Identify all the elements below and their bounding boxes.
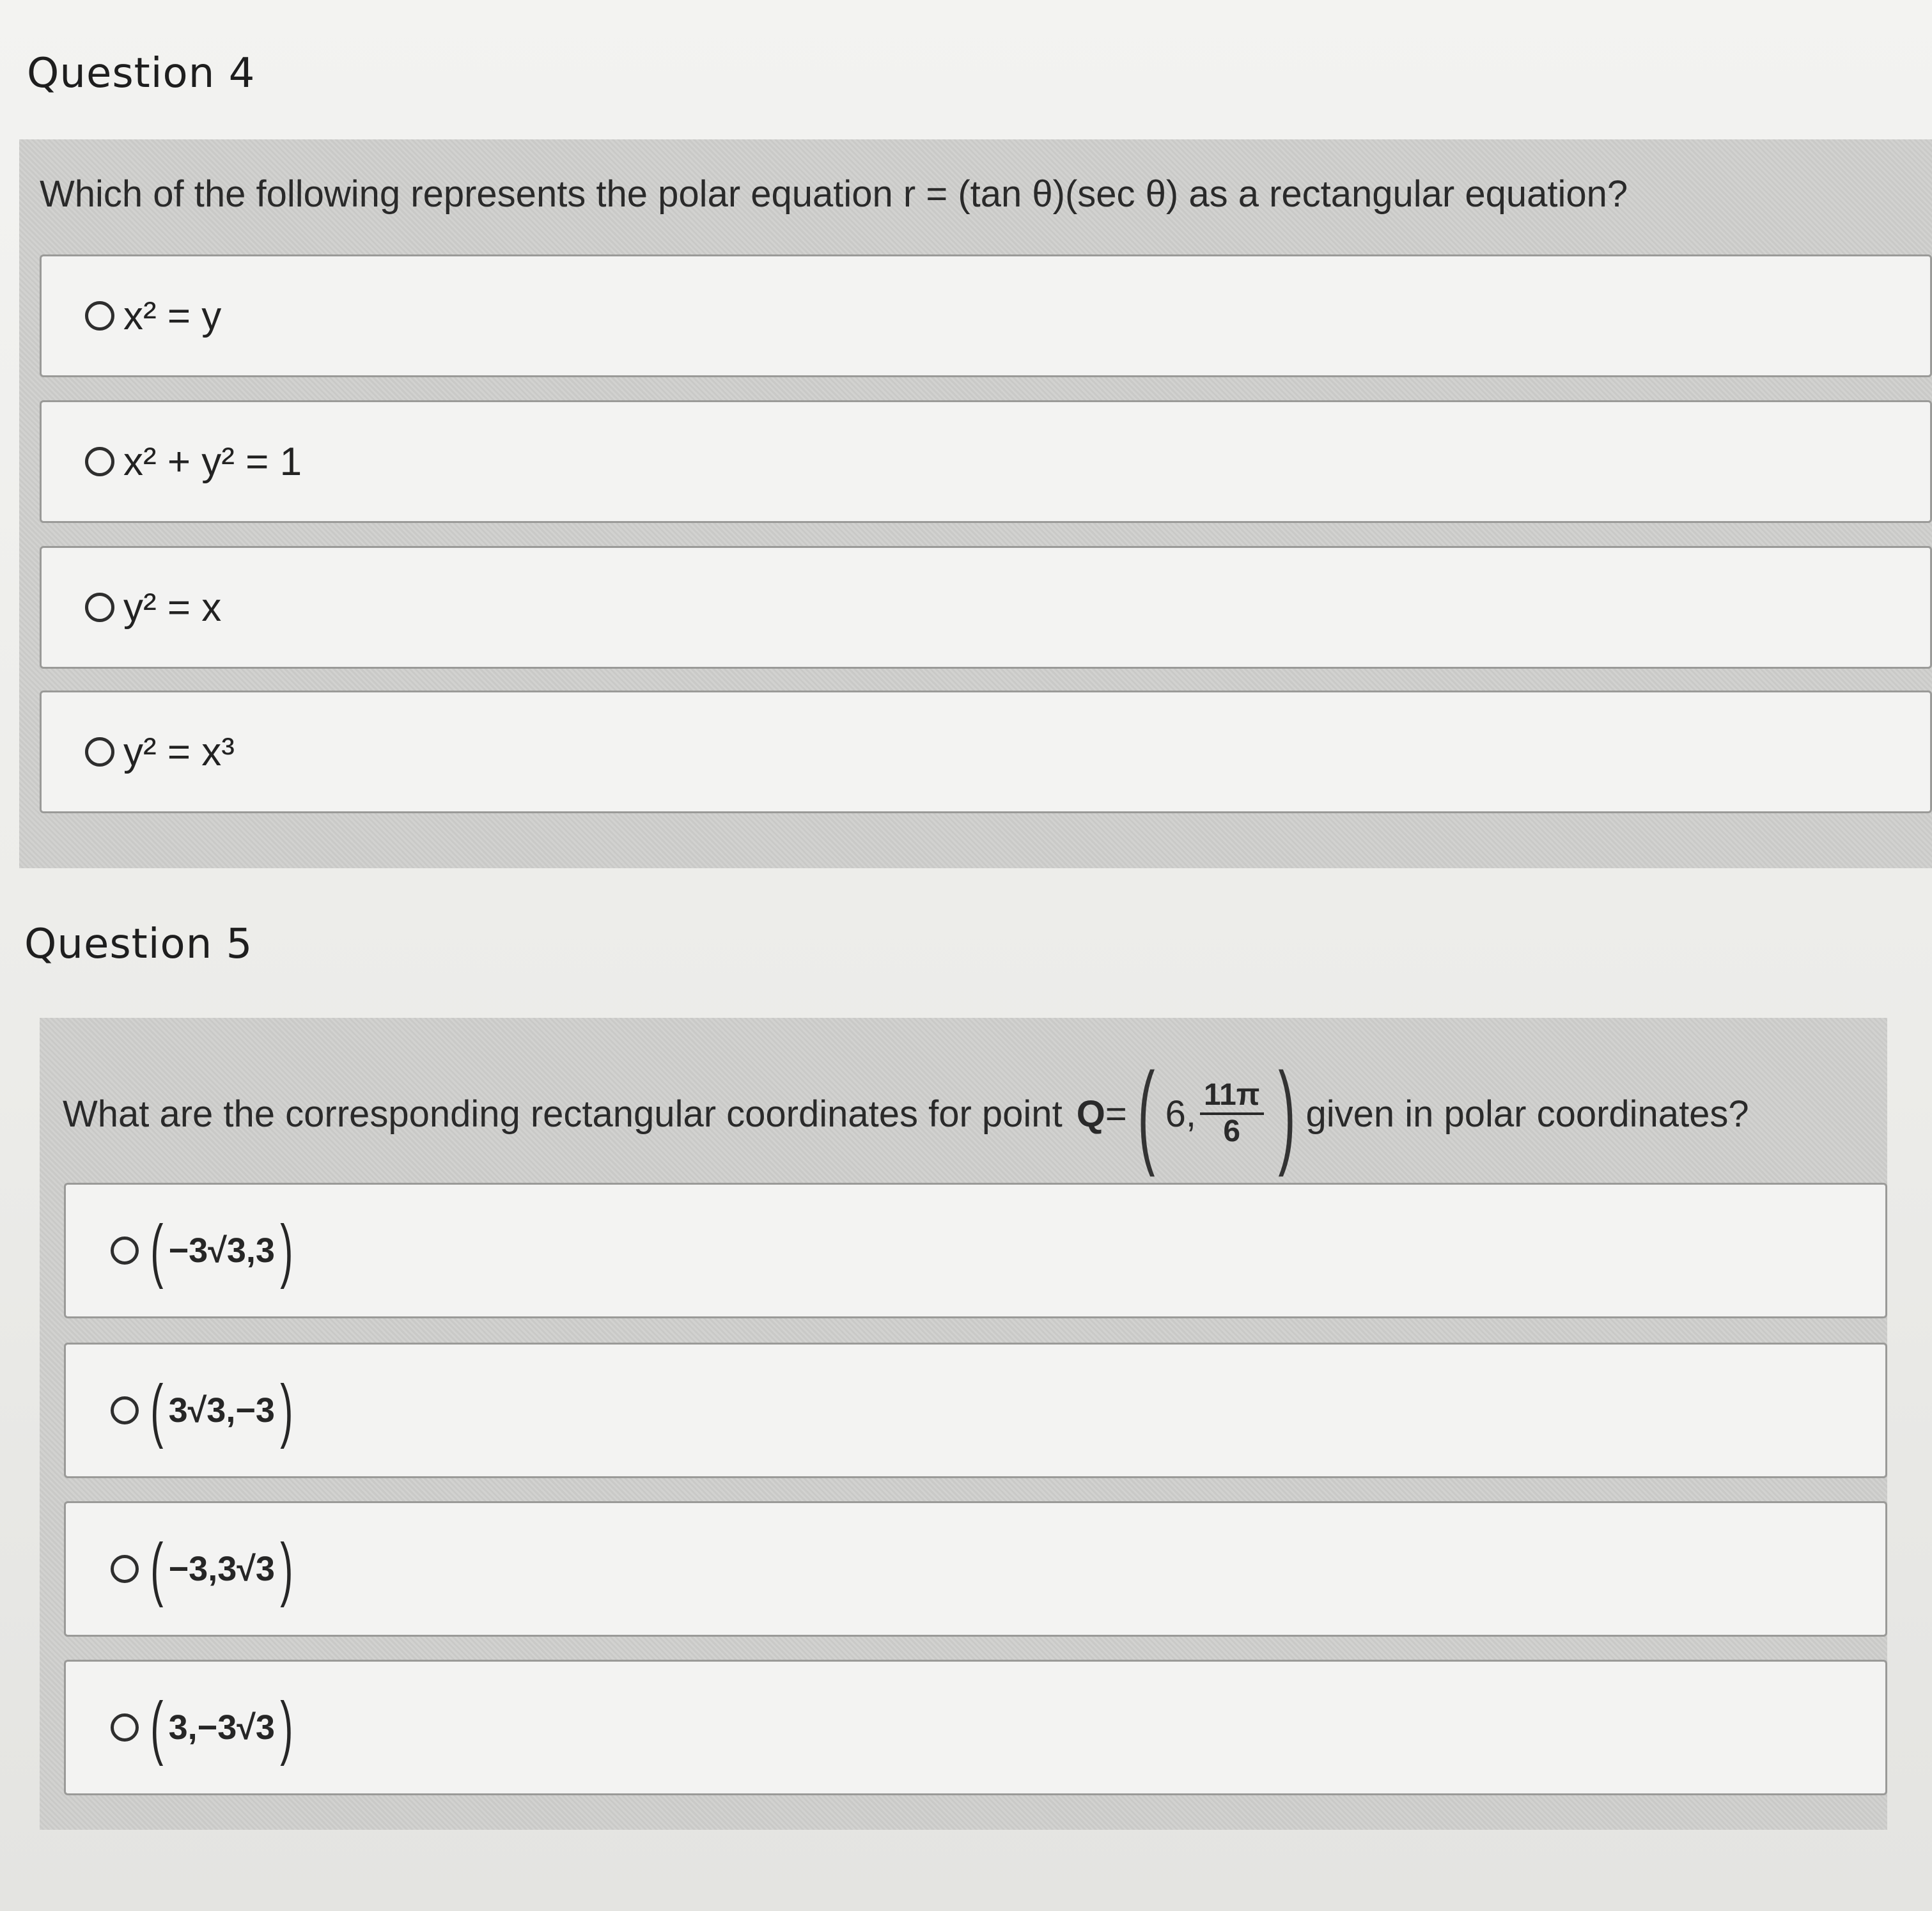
left-paren: ( [1137, 1049, 1155, 1178]
q5-option-4[interactable] [64, 1660, 1887, 1795]
radio-button[interactable] [111, 1555, 139, 1583]
close-paren: ) [280, 1371, 293, 1449]
radio-button[interactable] [85, 593, 114, 622]
fraction-numerator: 11π [1200, 1079, 1264, 1115]
theta-fraction [1200, 1079, 1264, 1149]
q5-option-2[interactable] [64, 1343, 1887, 1478]
question-4-title: Question 4 [27, 50, 256, 97]
option-label [145, 1211, 299, 1290]
option-label [145, 1371, 299, 1449]
open-paren: ( [150, 1529, 164, 1608]
radio-button[interactable] [111, 1236, 139, 1265]
coordinate-text: −3√3,3 [168, 1231, 275, 1270]
q5-option-3[interactable] [64, 1501, 1887, 1637]
fraction-denominator: 6 [1223, 1114, 1241, 1148]
point-r: 6, [1165, 1093, 1197, 1135]
open-paren: ( [150, 1211, 164, 1290]
q4-option-2[interactable] [40, 400, 1932, 523]
coordinate-text: −3,3√3 [168, 1550, 275, 1588]
radio-button[interactable] [85, 447, 114, 476]
right-paren: ) [1278, 1049, 1295, 1178]
option-label [145, 1688, 299, 1767]
coordinate-text: 3,−3√3 [168, 1708, 275, 1747]
option-label [145, 1529, 299, 1608]
open-paren: ( [150, 1688, 164, 1767]
prompt-text-before: What are the corresponding rectangular coordinates for point [63, 1093, 1063, 1135]
option-label: x² + y² = 1 [123, 439, 302, 484]
q4-option-4[interactable] [40, 690, 1932, 813]
prompt-text-after: given in polar coordinates? [1305, 1093, 1749, 1135]
question-5-prompt [63, 1049, 1749, 1178]
question-5-title: Question 5 [24, 921, 253, 968]
question-4-prompt: Which of the following represents the polar equation r = (tan θ)(sec θ) as a rectangular equation? [40, 173, 1628, 215]
radio-button[interactable] [111, 1396, 139, 1424]
coordinate-text: 3√3,−3 [168, 1391, 275, 1430]
close-paren: ) [280, 1529, 293, 1608]
option-label: x² = y [123, 293, 222, 338]
radio-button[interactable] [85, 737, 114, 767]
equals-sign: = [1105, 1093, 1127, 1135]
option-label: y² = x [123, 585, 222, 630]
point-name: Q [1076, 1093, 1105, 1135]
close-paren: ) [280, 1688, 293, 1767]
option-label: y² = x³ [123, 729, 235, 774]
q5-option-1[interactable] [64, 1183, 1887, 1318]
question-4-panel [19, 139, 1932, 868]
radio-button[interactable] [85, 301, 114, 331]
close-paren: ) [280, 1211, 293, 1290]
q4-option-3[interactable] [40, 546, 1932, 669]
question-5-panel [40, 1018, 1887, 1830]
radio-button[interactable] [111, 1713, 139, 1742]
q4-option-1[interactable] [40, 254, 1932, 377]
open-paren: ( [150, 1371, 164, 1449]
